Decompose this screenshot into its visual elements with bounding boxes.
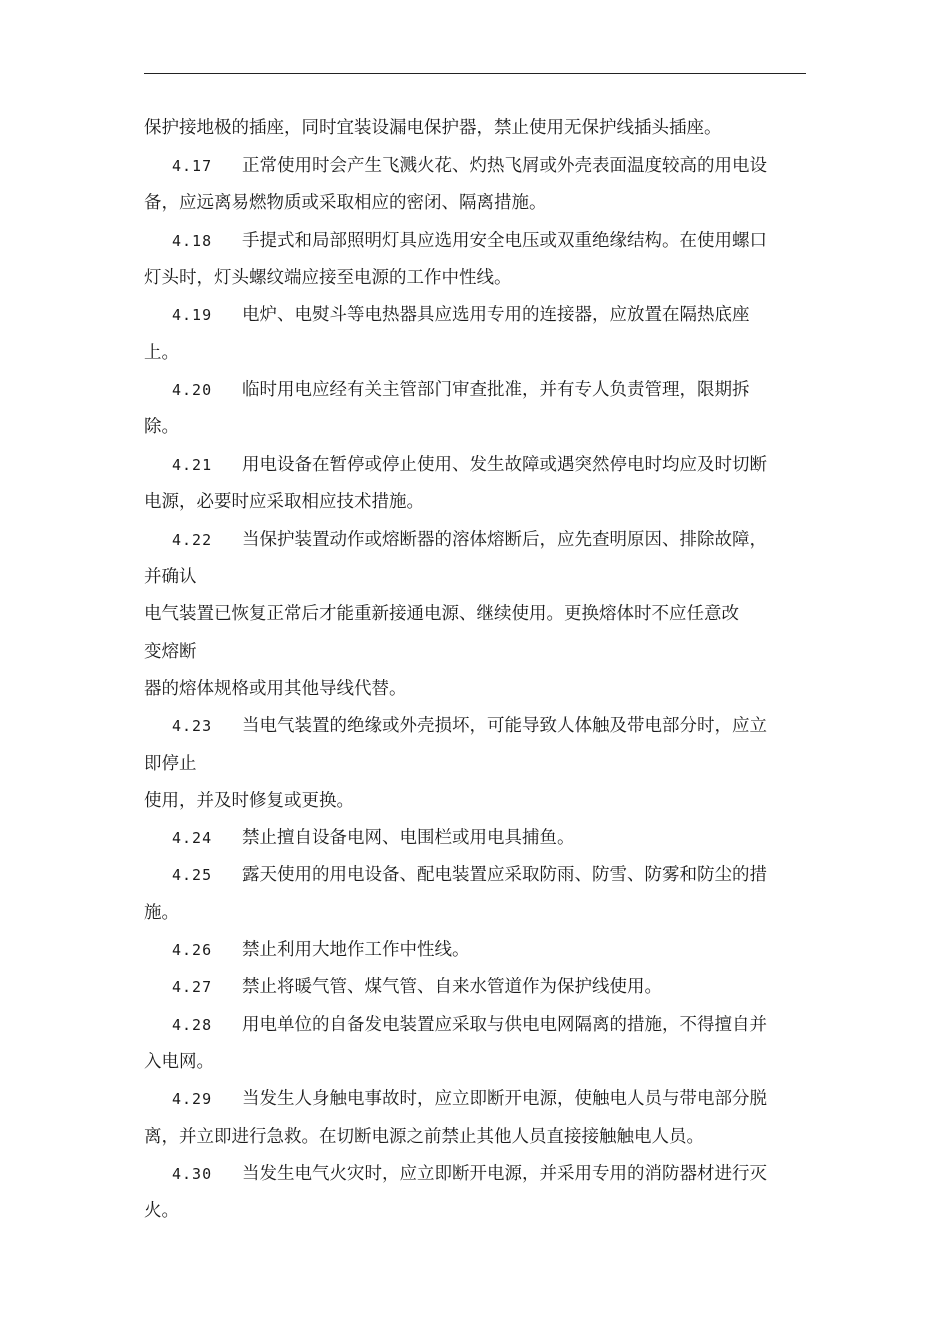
line-continuation [144, 191, 806, 215]
clause-number: 4.30 [172, 1165, 213, 1183]
line-continuation [144, 341, 806, 365]
clause-number: 4.24 [172, 829, 213, 847]
line-continuation [144, 677, 806, 701]
clause-4-20 [144, 378, 806, 402]
clause-number: 4.21 [172, 456, 213, 474]
line-text: 除。 [144, 417, 179, 437]
clause-text: 当保护装置动作或熔断器的溶体熔断后，应先查明原因、排除故障， [242, 530, 767, 550]
line-text: 施。 [144, 903, 179, 923]
line-continuation [144, 901, 806, 925]
line-continuation [144, 602, 806, 626]
clause-4-22 [144, 528, 806, 552]
line-text: 入电网。 [144, 1052, 214, 1072]
line-continuation [144, 1199, 806, 1223]
header-rule [144, 73, 806, 74]
line-continuation [144, 116, 806, 140]
line-text: 变熔断 [144, 642, 197, 662]
clause-text: 露天使用的用电设备、配电装置应采取防雨、防雪、防雾和防尘的措 [242, 865, 767, 885]
clause-4-25 [144, 863, 806, 887]
clause-number: 4.25 [172, 866, 213, 884]
clause-number: 4.28 [172, 1016, 213, 1034]
line-text: 电源，必要时应采取相应技术措施。 [144, 492, 424, 512]
clause-4-26 [144, 938, 806, 962]
line-text: 备，应远离易燃物质或采取相应的密闭、隔离措施。 [144, 193, 547, 213]
clause-text: 用电单位的自备发电装置应采取与供电电网隔离的措施，不得擅自并 [242, 1015, 767, 1035]
clause-4-28 [144, 1013, 806, 1037]
clause-text: 禁止擅自设备电网、电围栏或用电具捕鱼。 [242, 828, 575, 848]
clause-text: 电炉、电熨斗等电热器具应选用专用的连接器，应放置在隔热底座 [242, 305, 750, 325]
clause-text: 禁止将暖气管、煤气管、自来水管道作为保护线使用。 [242, 977, 662, 997]
clause-4-21 [144, 453, 806, 477]
line-text: 即停止 [144, 754, 197, 774]
line-continuation [144, 565, 806, 589]
clause-4-18 [144, 229, 806, 253]
clause-text: 用电设备在暂停或停止使用、发生故障或遇突然停电时均应及时切断 [242, 455, 767, 475]
line-text: 电气装置已恢复正常后才能重新接通电源、继续使用。更换熔体时不应任意改 [144, 604, 739, 624]
clause-text: 手提式和局部照明灯具应选用安全电压或双重绝缘结构。在使用螺口 [242, 231, 767, 251]
clause-4-17 [144, 154, 806, 178]
line-text: 火。 [144, 1201, 179, 1221]
clause-number: 4.22 [172, 531, 213, 549]
line-text: 器的熔体规格或用其他导线代替。 [144, 679, 407, 699]
line-text: 使用，并及时修复或更换。 [144, 791, 354, 811]
clause-4-30 [144, 1162, 806, 1186]
clause-4-19 [144, 303, 806, 327]
clause-number: 4.18 [172, 232, 213, 250]
clause-4-29 [144, 1087, 806, 1111]
clause-text: 正常使用时会产生飞溅火花、灼热飞屑或外壳表面温度较高的用电设 [242, 156, 767, 176]
clause-number: 4.17 [172, 157, 213, 175]
line-continuation [144, 789, 806, 813]
line-text: 保护接地极的插座，同时宜装设漏电保护器，禁止使用无保护线插头插座。 [144, 118, 722, 138]
clause-text: 当发生电气火灾时，应立即断开电源，并采用专用的消防器材进行灭 [242, 1164, 767, 1184]
clause-4-27 [144, 975, 806, 999]
clause-text: 禁止利用大地作工作中性线。 [242, 940, 470, 960]
line-text: 离，并立即进行急救。在切断电源之前禁止其他人员直接接触触电人员。 [144, 1127, 704, 1147]
line-continuation [144, 415, 806, 439]
clause-text: 临时用电应经有关主管部门审查批准，并有专人负责管理，限期拆 [242, 380, 750, 400]
line-continuation [144, 1125, 806, 1149]
clause-number: 4.23 [172, 717, 213, 735]
line-continuation [144, 490, 806, 514]
clause-number: 4.19 [172, 306, 213, 324]
line-continuation [144, 266, 806, 290]
line-continuation [144, 752, 806, 776]
line-continuation [144, 1050, 806, 1074]
clause-text: 当发生人身触电事故时，应立即断开电源，使触电人员与带电部分脱 [242, 1089, 767, 1109]
clause-text: 当电气装置的绝缘或外壳损坏，可能导致人体触及带电部分时，应立 [242, 716, 767, 736]
line-continuation [144, 640, 806, 664]
clause-number: 4.26 [172, 941, 213, 959]
clause-number: 4.27 [172, 978, 213, 996]
clause-number: 4.29 [172, 1090, 213, 1108]
line-text: 灯头时，灯头螺纹端应接至电源的工作中性线。 [144, 268, 512, 288]
line-text: 上。 [144, 343, 179, 363]
clause-4-23 [144, 714, 806, 738]
clause-4-24 [144, 826, 806, 850]
line-text: 并确认 [144, 567, 197, 587]
clause-number: 4.20 [172, 381, 213, 399]
